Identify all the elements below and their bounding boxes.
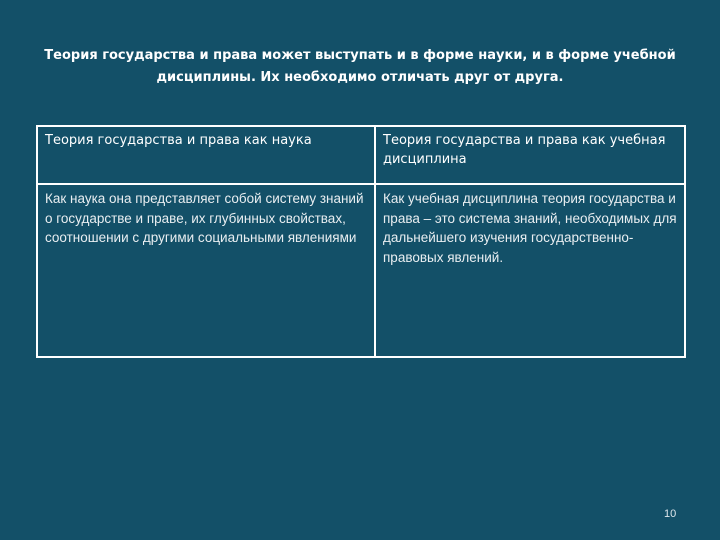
table-row [37,184,685,357]
table-header-row [37,126,685,184]
header-cell-discipline: Теория государства и права как учебная дисциплина [375,126,685,184]
cell-discipline-description: Как учебная дисциплина теория государства и права – это система знаний, необходимых для дальнейшего изучения государственно- правовых явлений. [375,184,685,357]
header-cell-science: Теория государства и права как наука [37,126,375,184]
cell-science-description: Как наука она представляет собой системy знаний о государстве и праве, их глубинных свойствах, соотношении с другими социальными явлениями [37,184,375,357]
slide-heading [40,45,680,89]
page-number: 10 [664,508,677,520]
comparison-table [36,125,686,358]
heading-line-1: Теория государства и права может выступать и в форме науки, и в форме учебной [44,48,676,63]
heading-line-2: дисциплины. Их необходимо отличать друг от друга. [156,70,564,85]
